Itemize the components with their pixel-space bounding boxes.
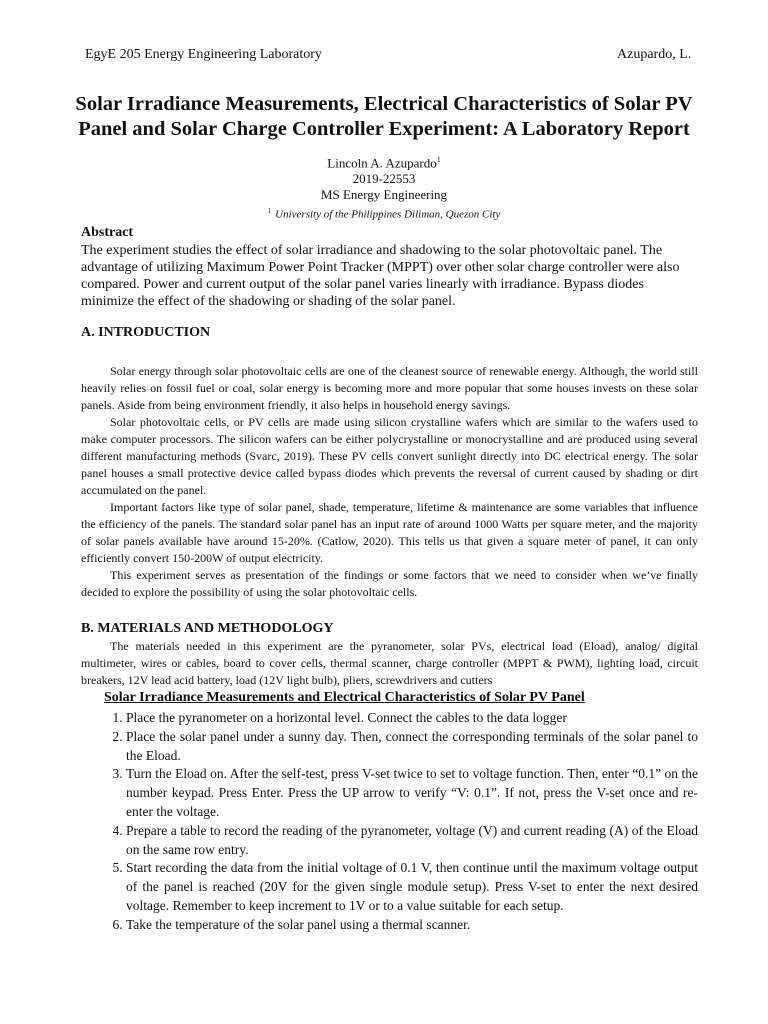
procedure-step: 3. Turn the Eload on. After the self-test, press V-set twice to set to voltage function. Then, enter “0.1” on the number keypad. Press Enter. Press the UP arrow to verify “V: 0.1”. If not, press the V-set once and re-enter the voltage. <box>126 765 698 821</box>
author-name: Lincoln A. Azupardo <box>327 155 437 171</box>
materials-paragraph: The materials needed in this experiment are the pyranometer, solar PVs, electrical load (Eload), analog/ digital multimeter, wires or cables, board to cover cells, thermal scanner, charge controller (MPPT & PWM), lighting load, circuit breakers, 12V lead acid battery, load (12V light bulb), pliers, screwdrivers and cutters <box>81 639 698 687</box>
student-number: 2019-22553 <box>352 171 416 187</box>
abstract-heading: Abstract <box>81 225 134 240</box>
procedure-step: 1. Place the pyranometer on a horizontal level. Connect the cables to the data logger <box>126 709 698 728</box>
affiliation-sup: 1 <box>267 207 272 216</box>
intro-paragraph: This experiment serves as presentation of the findings or some factors that we need to consider when we’ve finally decided to explore the possibility of using the solar photovoltaic cells. <box>81 568 698 599</box>
paper-title <box>60 92 708 142</box>
procedure-step: 6. Take the temperature of the solar panel using a thermal scanner. <box>126 916 698 935</box>
author-sup: 1 <box>436 155 441 164</box>
intro-paragraph: Solar photovoltaic cells, or PV cells are made using silicon crystalline wafers which are similar to the wafers used to make computer processors. The silicon wafers can be either polycrystalline or monocrystalline and are produced using several different manufacturing methods (Svarc, 2019). These PV cells convert sunlight directly into DC electrical energy. The solar panel houses a small protective device called bypass diodes which prevents the reversal of current caused by shading or dirt accumulated on the panel. <box>81 415 698 497</box>
methods-subheading: Solar Irradiance Measurements and Electrical Characteristics of Solar PV Panel <box>104 690 585 705</box>
abstract-text: The experiment studies the effect of solar irradiance and shadowing to the solar photovoltaic panel. The advantage of utilizing Maximum Power Point Tracker (MPPT) over other solar charge controller were also compared. Power and current output of the solar panel varies linearly with irradiance. Bypass diodes minimize the effect of the shadowing or shading of the solar panel. <box>81 243 680 309</box>
affiliation: University of the Philippines Diliman, Quezon City <box>275 208 501 221</box>
intro-paragraph: Solar energy through solar photovoltaic cells are one of the cleanest source of renewable energy. Although, the world still heavily relies on fossil fuel or coal, solar energy is becoming more and more popular that some houses invests on these solar panels. Aside from being environment friendly, it also helps in household energy savings. <box>81 364 698 412</box>
intro-heading: A. INTRODUCTION <box>81 325 211 340</box>
author-name-line <box>0 152 768 171</box>
program: MS Energy Engineering <box>320 187 448 203</box>
affiliation-line <box>0 203 768 223</box>
title-line-2: Panel and Solar Charge Controller Experiment: A Laboratory Report <box>78 118 690 140</box>
procedure-step: 4. Prepare a table to record the reading of the pyranometer, voltage (V) and current reading (A) of the Eload on the same row entry. <box>126 822 698 860</box>
procedure-list <box>81 709 698 935</box>
procedure-step: 5. Start recording the data from the initial voltage of 0.1 V, then continue until the maximum voltage output of the panel is reached (20V for the given single module setup). Press V-set to enter the next desired voltage. Remember to keep increment to 1V or to a value suitable for each setup. <box>126 859 698 915</box>
methods-heading: B. MATERIALS AND METHODOLOGY <box>81 621 334 636</box>
intro-paragraph: Important factors like type of solar panel, shade, temperature, lifetime & maintenance are some variables that influence the efficiency of the panels. The standard solar panel has an input rate of around 1000 Watts per square meter, and the majority of solar panels available have around 15-20%. (Catlow, 2020). This tells us that given a square meter of panel, it can only efficiently convert 150-200W of output electricity. <box>81 500 698 565</box>
materials-body <box>81 638 698 689</box>
running-header-author: Azupardo, L. <box>617 47 692 62</box>
running-header-course: EgyE 205 Energy Engineering Laboratory <box>85 47 322 62</box>
title-line-1: Solar Irradiance Measurements, Electrical Characteristics of Solar PV <box>75 93 693 115</box>
author-block <box>0 152 768 223</box>
intro-body <box>81 363 698 601</box>
procedure-step: 2. Place the solar panel under a sunny day. Then, connect the corresponding terminals of the solar panel to the Eload. <box>126 728 698 766</box>
